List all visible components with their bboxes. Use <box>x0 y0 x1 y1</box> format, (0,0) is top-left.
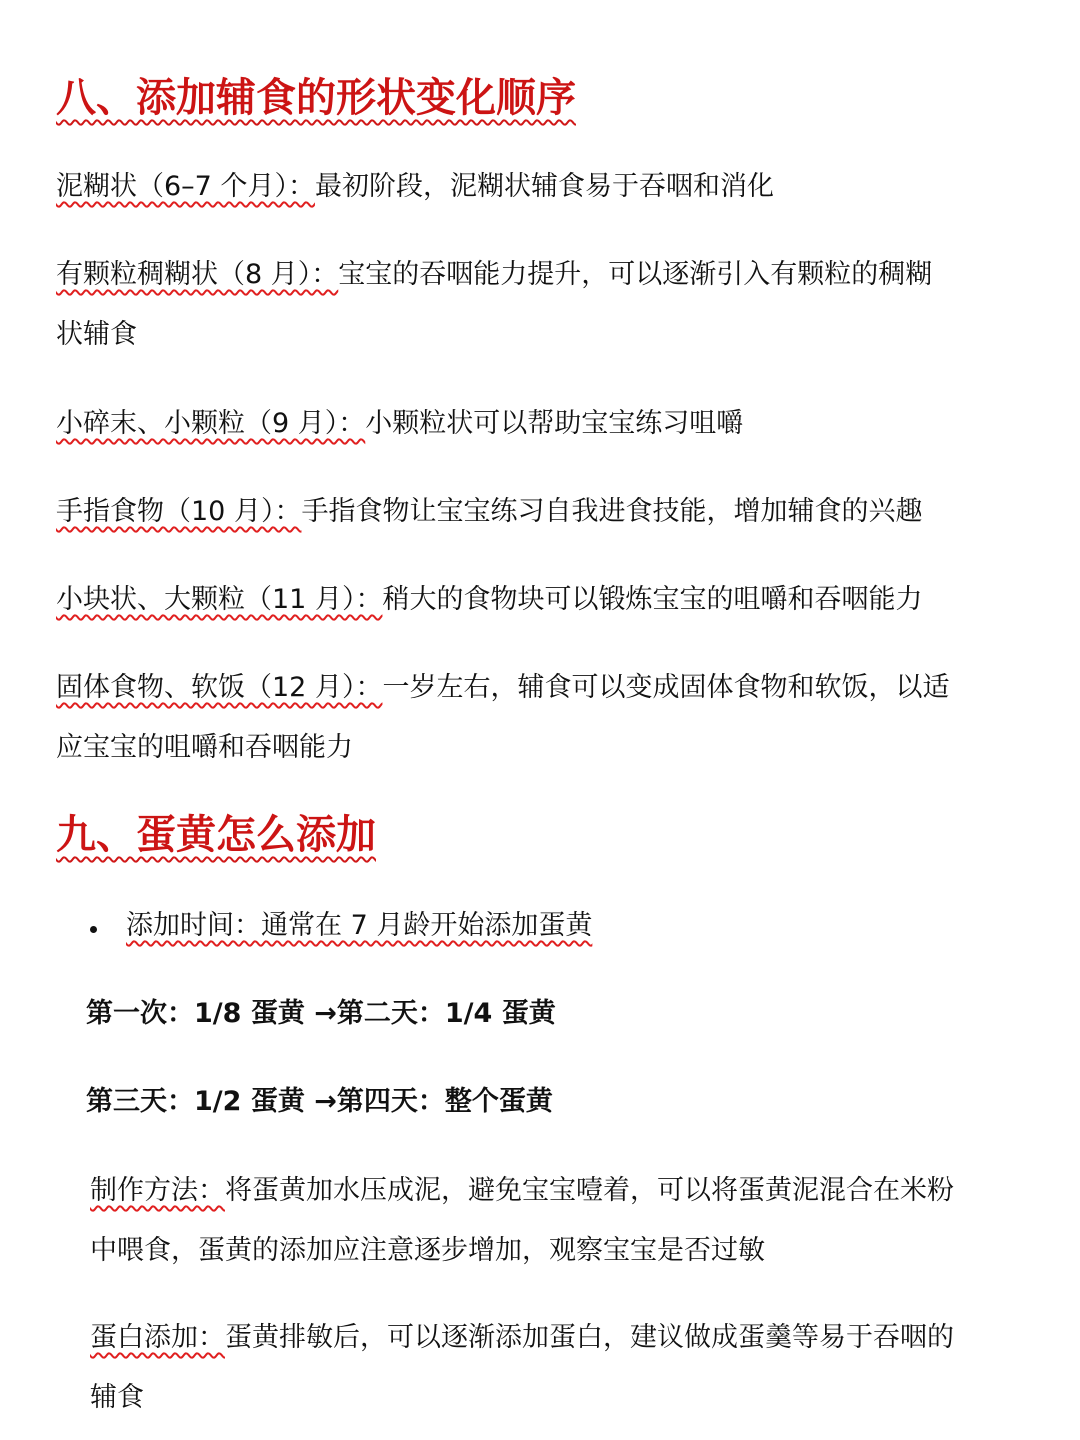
shape-item-2-term: 有颗粒稠糊状（8 月）： <box>56 259 339 290</box>
shape-item-6-text: 一岁左右，辅食可以变成固体食物和软饭，以适 <box>382 672 950 703</box>
shape-item-4 <box>56 498 922 525</box>
method-text: 将蛋黄加水压成泥，避免宝宝噎着，可以将蛋黄泥混合在米粉 <box>225 1175 954 1206</box>
shape-item-3-text: 小颗粒状可以帮助宝宝练习咀嚼 <box>365 408 744 439</box>
egg-yolk-step-line-2: 第三天：1/2 蛋黄 →第四天：整个蛋黄 <box>86 1086 553 1117</box>
shape-item-4-text: 手指食物让宝宝练习自我进食技能，增加辅食的兴趣 <box>301 496 923 527</box>
shape-item-2 <box>56 261 932 288</box>
shape-item-6-continuation: 应宝宝的咀嚼和吞咽能力 <box>56 732 353 763</box>
method-continuation: 中喂食，蛋黄的添加应注意逐步增加，观察宝宝是否过敏 <box>90 1235 765 1266</box>
shape-item-1 <box>56 173 774 200</box>
method-term: 制作方法： <box>90 1175 225 1206</box>
section-8-heading: 八、添加辅食的形状变化顺序 <box>56 74 576 121</box>
shape-item-3-term: 小碎末、小颗粒（9 月）： <box>56 408 366 439</box>
section-9-heading: 九、蛋黄怎么添加 <box>56 811 376 858</box>
shape-item-5 <box>56 586 922 613</box>
shape-item-5-text: 稍大的食物块可以锻炼宝宝的咀嚼和吞咽能力 <box>382 584 923 615</box>
shape-item-1-term: 泥糊状（6–7 个月）： <box>56 171 315 202</box>
shape-item-5-term: 小块状、大颗粒（11 月）： <box>56 584 383 615</box>
method-paragraph <box>90 1177 954 1204</box>
bullet-dot-icon <box>90 926 97 933</box>
shape-item-1-text: 最初阶段，泥糊状辅食易于吞咽和消化 <box>314 171 774 202</box>
egg-white-term: 蛋白添加： <box>90 1322 225 1353</box>
egg-yolk-start-bullet <box>126 912 592 939</box>
egg-white-text: 蛋黄排敏后，可以逐渐添加蛋白，建议做成蛋羹等易于吞咽的 <box>225 1322 954 1353</box>
egg-yolk-step-line-1: 第一次：1/8 蛋黄 →第二天：1/4 蛋黄 <box>86 998 556 1029</box>
shape-item-6 <box>56 674 949 701</box>
egg-white-paragraph <box>90 1324 954 1351</box>
shape-item-4-term: 手指食物（10 月）： <box>56 496 302 527</box>
egg-white-continuation: 辅食 <box>90 1382 144 1413</box>
shape-item-6-term: 固体食物、软饭（12 月）： <box>56 672 383 703</box>
shape-item-3 <box>56 410 743 437</box>
egg-yolk-start-text: 添加时间：通常在 7 月龄开始添加蛋黄 <box>126 910 593 941</box>
shape-item-2-text: 宝宝的吞咽能力提升，可以逐渐引入有颗粒的稠糊 <box>338 259 933 290</box>
shape-item-2-continuation: 状辅食 <box>56 319 137 350</box>
